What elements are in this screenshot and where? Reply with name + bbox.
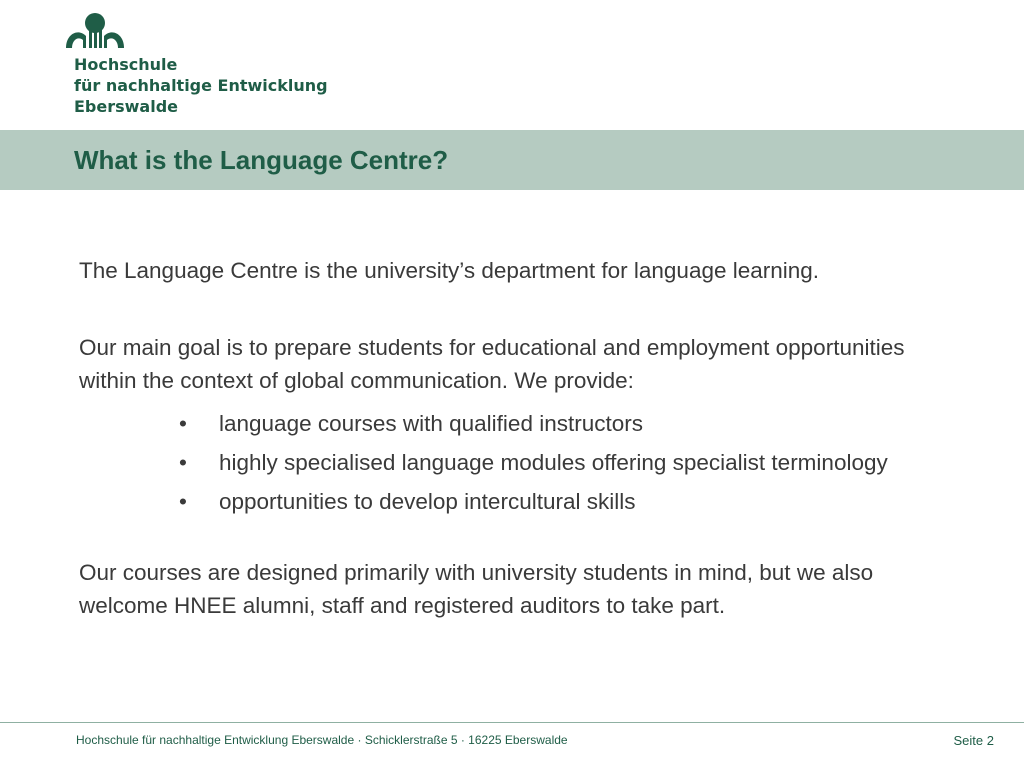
slide-body — [79, 254, 959, 622]
bullet-item: • language courses with qualified instructors — [179, 407, 959, 440]
tree-logo-icon — [64, 12, 126, 52]
title-band — [0, 130, 1024, 190]
university-logo — [64, 12, 334, 122]
logo-line-3: Eberswalde — [74, 97, 179, 116]
footer-divider — [0, 722, 1024, 723]
intro-paragraph: The Language Centre is the university’s department for language learning. — [79, 258, 820, 283]
bullet-list — [79, 407, 959, 518]
bullet-item: • highly specialised language modules offering specialist terminology — [179, 446, 959, 479]
footer-address: Hochschule für nachhaltige Entwicklung Eberswalde · Schicklerstraße 5 · 16225 Eberswalde — [76, 733, 568, 747]
page-number: Seite 2 — [953, 733, 994, 748]
closing-paragraph: Our courses are designed primarily with university students in mind, but we also welcome HNEE alumni, staff and registered auditors to take part. — [79, 560, 874, 618]
slide-title: What is the Language Centre? — [74, 145, 449, 175]
bullet-item: • opportunities to develop intercultural skills — [179, 485, 959, 518]
goal-paragraph: Our main goal is to prepare students for educational and employment opportunities within the context of global communication. We provide: — [79, 335, 905, 393]
logo-line-1: Hochschule — [74, 55, 178, 74]
logo-line-2: für nachhaltige Entwicklung — [74, 76, 328, 95]
logo-wordmark — [74, 54, 328, 117]
